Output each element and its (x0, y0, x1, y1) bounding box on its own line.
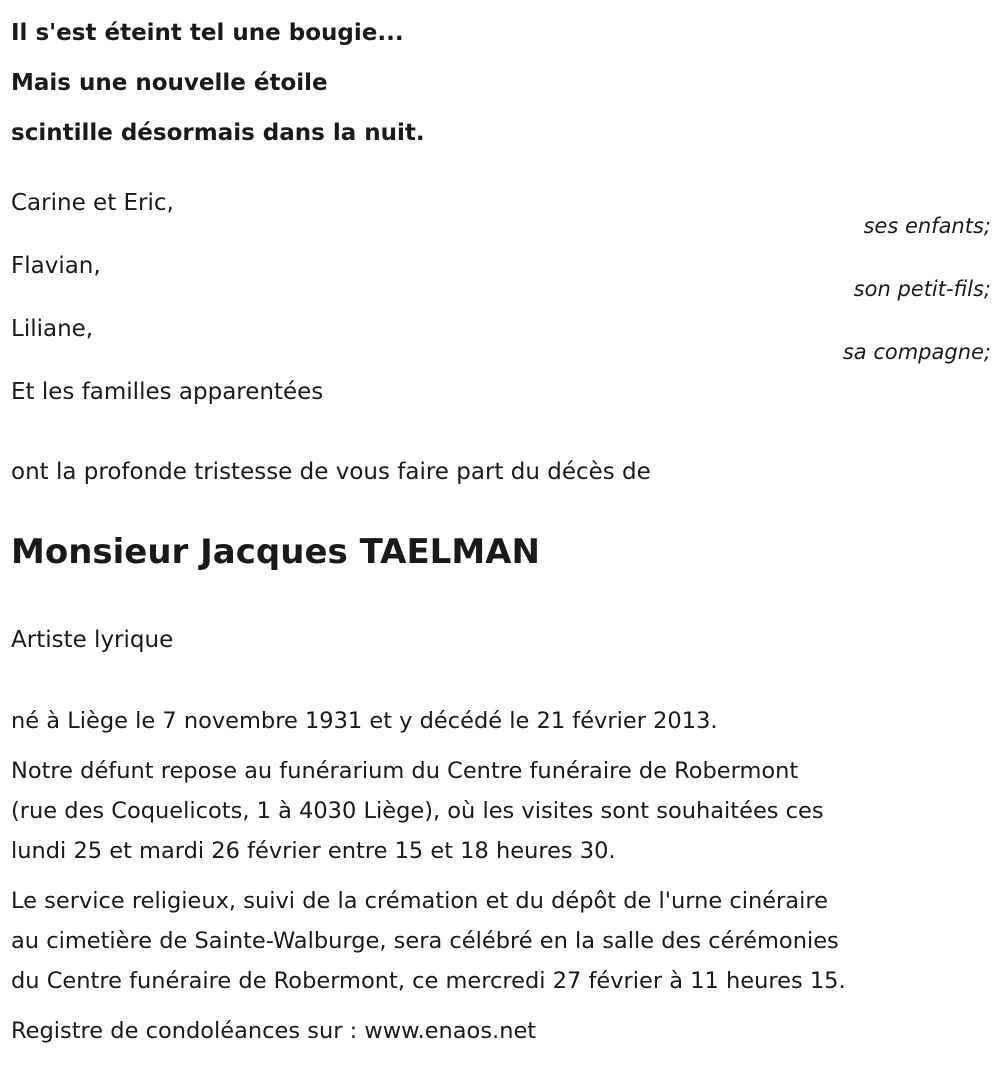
extended-family: Et les familles apparentées (11, 379, 324, 405)
opening-poem (11, 8, 425, 158)
poem-line: scintille désormais dans la nuit. (11, 120, 425, 146)
family-member-name: Flavian, (11, 253, 101, 279)
family-member-name: Carine et Eric, (11, 190, 174, 216)
text-line: Notre défunt repose au funérarium du Centre funéraire de Robermont (11, 758, 799, 784)
text-line: au cimetière de Sainte-Walburge, sera célébré en la salle des cérémonies (11, 928, 839, 954)
family-member-relation: ses enfants; (863, 214, 991, 238)
condolences-register (11, 1011, 991, 1051)
family-member-partner (11, 316, 991, 376)
deceased-name: Monsieur Jacques TAELMAN (11, 532, 540, 572)
text-line: né à Liège le 7 novembre 1931 et y décédé le 21 février 2013. (11, 708, 718, 734)
family-member-grandson (11, 253, 991, 313)
birth-death-dates (11, 701, 991, 741)
text-line: (rue des Coquelicots, 1 à 4030 Liège), où les visites sont souhaitées ces (11, 798, 824, 824)
obituary-notice (11, 0, 991, 1065)
visitation-paragraph (11, 751, 991, 871)
text-line: Le service religieux, suivi de la crémation et du dépôt de l'urne cinéraire (11, 888, 828, 914)
text-line: lundi 25 et mardi 26 février entre 15 et 18 heures 30. (11, 838, 616, 864)
family-member-children (11, 190, 991, 250)
family-member-name: Liliane, (11, 316, 94, 342)
poem-line: Il s'est éteint tel une bougie... (11, 20, 404, 46)
profession: Artiste lyrique (11, 627, 174, 653)
text-line: Registre de condoléances sur : www.enaos.net (11, 1018, 537, 1044)
text-line: du Centre funéraire de Robermont, ce mercredi 27 février à 11 heures 15. (11, 968, 846, 994)
poem-line: Mais une nouvelle étoile (11, 70, 328, 96)
family-member-relation: sa compagne; (842, 340, 991, 364)
family-member-relation: son petit-fils; (853, 277, 991, 301)
announcement-text: ont la profonde tristesse de vous faire part du décès de (11, 459, 651, 485)
service-paragraph (11, 881, 991, 1001)
